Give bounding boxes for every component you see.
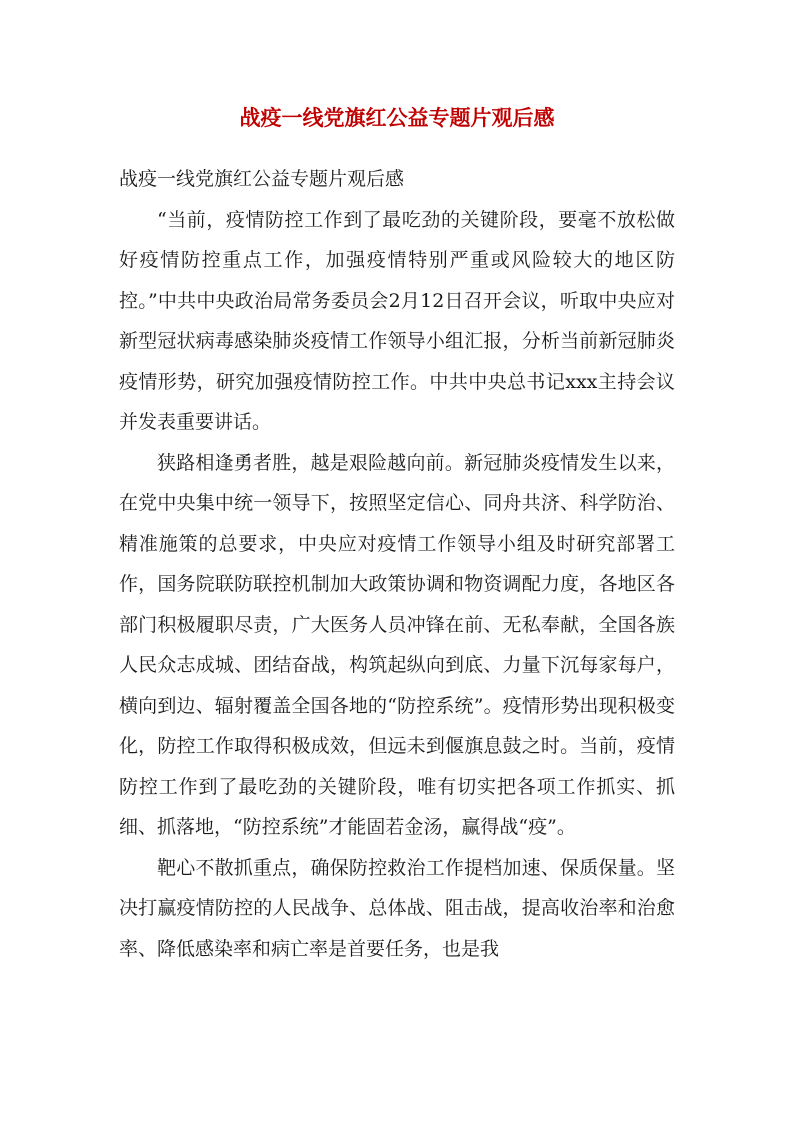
body-paragraph: 狭路相逢勇者胜，越是艰险越向前。新冠肺炎疫情发生以来，在党中央集中统一领导下，按照坚定信心、同舟共济、科学防治、精准施策的总要求，中央应对疫情工作领导小组及时研究部署工作，国务院联防联控机制加大政策协调和物资调配力度，各地区各部门积极履职尽责，广大医务人员冲锋在前、无私奉献，全国各族人民众志成城、团结奋战，构筑起纵向到底、力量下沉每家每户，横向到边、辐射覆盖全国各地的“防控系统”。疫情形势出现积极变化，防控工作取得积极成效，但远未到偃旗息鼓之时。当前，疫情防控工作到了最吃劲的关键阶段，唯有切实把各项工作抓实、抓细、抓落地，“防控系统”才能固若金汤，赢得战“疫”。 <box>119 451 675 838</box>
subtitle-paragraph: 战疫一线党旗红公益专题片观后感 <box>119 168 405 190</box>
body-paragraph: “当前，疫情防控工作到了最吃劲的关键阶段，要毫不放松做好疫情防控重点工作，加强疫情特别严重或风险较大的地区防控。”中共中央政治局常务委员会2月12日召开会议，听取中央应对新型冠状病毒感染肺炎疫情工作领导小组汇报，分析当前新冠肺炎疫情形势，研究加强疫情防控工作。中共中央总书记xxx主持会议并发表重要讲话。 <box>119 208 675 433</box>
body-paragraph: 靶心不散抓重点，确保防控救治工作提档加速、保质保量。坚决打赢疫情防控的人民战争、总体战、阻击战，提高收治率和治愈率、降低感染率和病亡率是首要任务，也是我 <box>119 856 675 960</box>
document-body <box>119 159 675 969</box>
document-title: 战疫一线党旗红公益专题片观后感 <box>239 105 555 130</box>
